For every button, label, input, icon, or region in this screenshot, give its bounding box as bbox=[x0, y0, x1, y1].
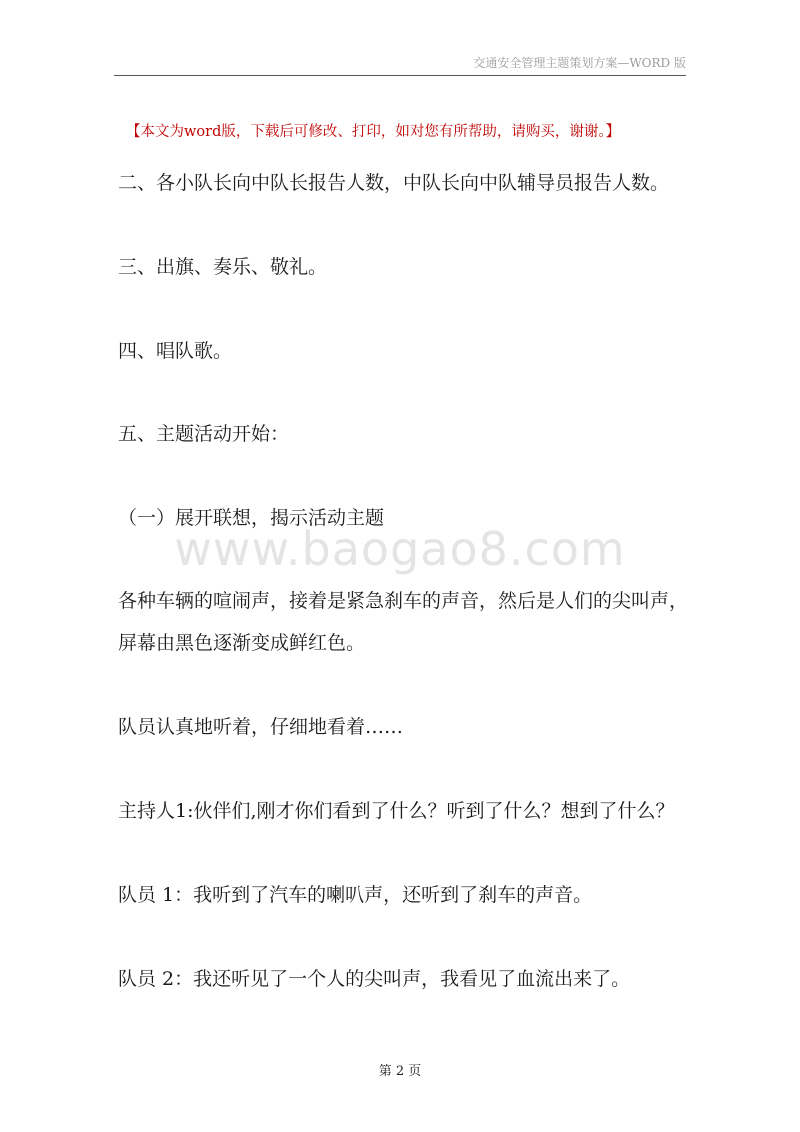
paragraph-report-headcount: 二、各小队长向中队长报告人数，中队长向中队辅导员报告人数。 bbox=[118, 172, 670, 194]
paragraph-members-listening: 队员认真地听着，仔细地看着…… bbox=[118, 716, 404, 738]
paragraph-member-1: 队员 1：我听到了汽车的喇叭声，还听到了刹车的声音。 bbox=[118, 884, 593, 906]
download-notice: 【本文为word版，下载后可修改、打印，如对您有所帮助，请购买，谢谢。】 bbox=[126, 124, 621, 140]
header-title: 交通安全管理主题策划方案—WORD 版 bbox=[473, 56, 686, 70]
paragraph-team-song: 四、唱队歌。 bbox=[118, 340, 233, 362]
paragraph-host-question: 主持人1:伙伴们,刚才你们看到了什么？听到了什么？想到了什么？ bbox=[118, 800, 675, 822]
page-number: 第 2 页 bbox=[378, 1064, 422, 1079]
paragraph-scene-line-1: 各种车辆的喧闹声，接着是紧急刹车的声音，然后是人们的尖叫声， bbox=[118, 590, 689, 612]
paragraph-activity-start: 五、主题活动开始： bbox=[118, 423, 290, 445]
paragraph-scene-line-2: 屏幕由黑色逐渐变成鲜红色。 bbox=[118, 632, 366, 654]
watermark: www.baogao8.com bbox=[174, 522, 626, 576]
paragraph-subsection-heading: （一）展开联想，揭示活动主题 bbox=[118, 507, 385, 529]
header-divider bbox=[114, 75, 686, 76]
paragraph-flag-ceremony: 三、出旗、奏乐、敬礼。 bbox=[118, 256, 328, 278]
paragraph-member-2: 队员 2：我还听见了一个人的尖叫声，我看见了血流出来了。 bbox=[118, 968, 631, 990]
